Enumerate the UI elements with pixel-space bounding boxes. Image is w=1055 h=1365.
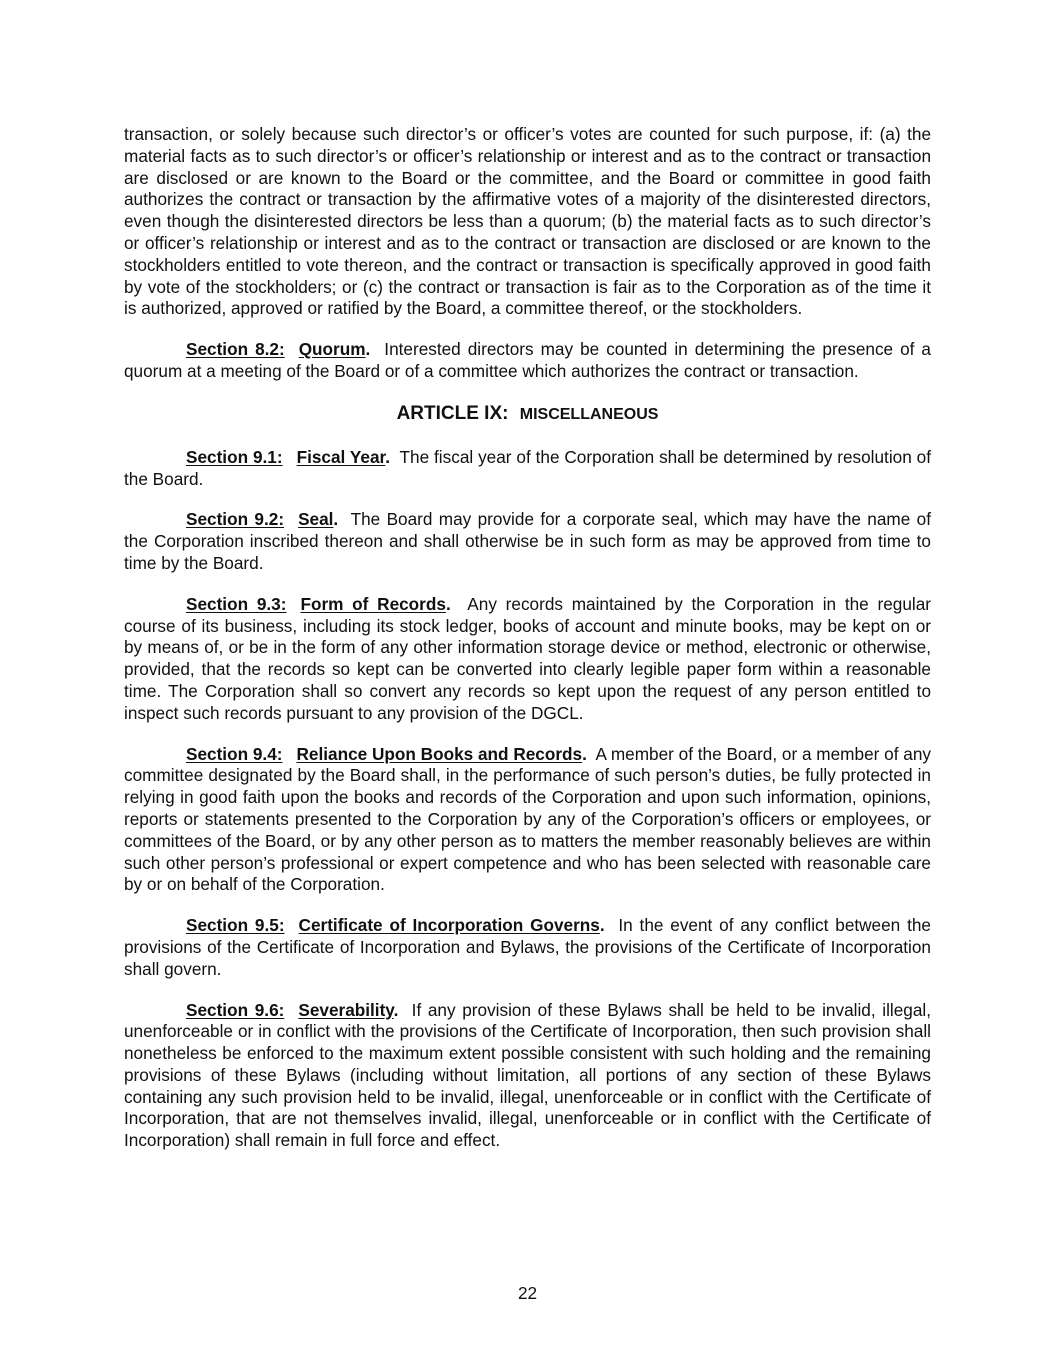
section-8-2-title: Quorum: [298, 339, 366, 360]
section-9-5: Section 9.5: Certificate of Incorporation Governs. In the event of any conflict between the provisions of the Certificate of Incorporation and Bylaws, the provisions of the Certificate of Incorporation shall govern.: [124, 915, 931, 979]
section-8-2-number: Section 8.2:: [186, 339, 285, 360]
section-9-3: Section 9.3: Form of Records. Any records maintained by the Corporation in the regular course of its business, including its stock ledger, books of account and minute books, may be kept on or by means of, or be in the form of any other information storage device or method, electronic or otherwise, provided, that the records so kept can be converted into clearly legible paper form within a reasonable time. The Corporation shall so convert any records so kept upon the request of any person entitled to inspect such records pursuant to any provision of the DGCL.: [124, 593, 931, 723]
section-9-5-number: Section 9.5:: [186, 915, 285, 936]
section-9-1-text: The fiscal year of the Corporation shall be determined by resolution of the Board.: [124, 446, 931, 489]
section-9-1: Section 9.1: Fiscal Year. The fiscal year of the Corporation shall be determined by resolution of the Board.: [124, 446, 931, 489]
section-9-4-text: A member of the Board, or a member of any committee designated by the Board shall, in the performance of such person’s duties, be fully protected in relying in good faith upon the books and records of the Corporation and upon such information, opinions, reports or statements presented to the Corporation by any of the Corporation’s officers or employees, or committees of the Board, or by any other person as to matters the member reasonably believes are within such other person’s professional or expert competence and who has been selected with reasonable care by or on behalf of the Corporation.: [124, 743, 931, 895]
section-9-3-text: Any records maintained by the Corporation in the regular course of its business, including its stock ledger, books of account and minute books, may be kept on or by means of, or be in the form of any other information storage device or method, electronic or otherwise, provided, that the records so kept can be converted into clearly legible paper form within a reasonable time. The Corporation shall so convert any records so kept upon the request of any person entitled to inspect such records pursuant to any provision of the DGCL.: [124, 593, 931, 723]
section-9-6-title: Severability: [298, 999, 394, 1020]
article-label: ARTICLE IX:: [396, 402, 509, 424]
section-9-5-text: In the event of any conflict between the provisions of the Certificate of Incorporation and Bylaws, the provisions of the Certificate of Incorporation shall govern.: [124, 915, 931, 979]
section-9-6-text: If any provision of these Bylaws shall be held to be invalid, illegal, unenforceable or in conflict with the provisions of the Certificate of Incorporation, then such provision shall nonetheless be enforced to the maximum extent possible consistent with such holding and the remaining provisions of these Bylaws (including without limitation, all portions of any section of these Bylaws containing any such provision held to be invalid, illegal, unenforceable or in conflict with the Certificate of Incorporation, that are not themselves invalid, illegal, unenforceable or in conflict with the Certificate of Incorporation) shall remain in full force and effect.: [124, 999, 931, 1151]
document-page: [124, 124, 931, 1171]
section-9-2: Section 9.2: Seal. The Board may provide for a corporate seal, which may have the name of the Corporation inscribed thereon and shall otherwise be in such form as may be approved from time to time by the Board.: [124, 509, 931, 573]
section-9-4: Section 9.4: Reliance Upon Books and Records. A member of the Board, or a member of any committee designated by the Board shall, in the performance of such person’s duties, be fully protected in relying in good faith upon the books and records of the Corporation and upon such information, opinions, reports or statements presented to the Corporation by any of the Corporation’s officers or employees, or committees of the Board, or by any other person as to matters the member reasonably believes are within such other person’s professional or expert competence and who has been selected with reasonable care by or on behalf of the Corporation.: [124, 743, 931, 895]
section-9-4-number: Section 9.4:: [186, 743, 283, 764]
section-9-6-number: Section 9.6:: [186, 999, 285, 1020]
opening-paragraph: transaction, or solely because such director’s or officer’s votes are counted for such purpose, if: (a) the material facts as to such director’s or officer’s relationship or interest and as to the contract or transaction are disclosed or are known to the Board or the committee, and the Board or committee in good faith authorizes the contract or transaction by the affirmative votes of a majority of the disinterested directors, even though the disinterested directors be less than a quorum; (b) the material facts as to such director’s or officer’s relationship or interest and as to the contract or transaction are disclosed or are known to the stockholders entitled to vote thereon, and the contract or transaction is specifically approved in good faith by vote of the stockholders; or (c) the contract or transaction is fair as to the Corporation as of the time it is authorized, approved or ratified by the Board, a committee thereof, or the stockholders.: [124, 124, 931, 319]
section-9-2-text: The Board may provide for a corporate seal, which may have the name of the Corporation inscribed thereon and shall otherwise be in such form as may be approved from time to time by the Board.: [124, 509, 931, 573]
section-9-3-number: Section 9.3:: [186, 593, 287, 614]
article-heading: [124, 402, 931, 427]
article-title: MISCELLANEOUS: [519, 405, 659, 423]
section-9-5-title: Certificate of Incorporation Governs: [298, 915, 600, 936]
section-9-2-title: Seal: [298, 509, 334, 530]
section-8-2-text: Interested directors may be counted in determining the presence of a quorum at a meeting of the Board or of a committee which authorizes the contract or transaction.: [124, 339, 931, 381]
section-9-6: Section 9.6: Severability. If any provision of these Bylaws shall be held to be invalid, illegal, unenforceable or in conflict with the provisions of the Certificate of Incorporation, then such provision shall nonetheless be enforced to the maximum extent possible consistent with such holding and the remaining provisions of these Bylaws (including without limitation, all portions of any section of these Bylaws containing any such provision held to be invalid, illegal, unenforceable or in conflict with the Certificate of Incorporation, that are not themselves invalid, illegal, unenforceable or in conflict with the Certificate of Incorporation) shall remain in full force and effect.: [124, 999, 931, 1151]
section-9-2-number: Section 9.2:: [186, 509, 285, 530]
page-number: 22: [517, 1283, 538, 1303]
section-9-1-title: Fiscal Year: [296, 446, 386, 467]
section-8-2: Section 8.2: Quorum. Interested directors may be counted in determining the presence of a quorum at a meeting of the Board or of a committee which authorizes the contract or transaction.: [124, 339, 931, 381]
section-9-4-title: Reliance Upon Books and Records: [296, 743, 583, 764]
section-9-1-number: Section 9.1:: [186, 446, 283, 467]
section-9-3-title: Form of Records: [300, 593, 446, 614]
